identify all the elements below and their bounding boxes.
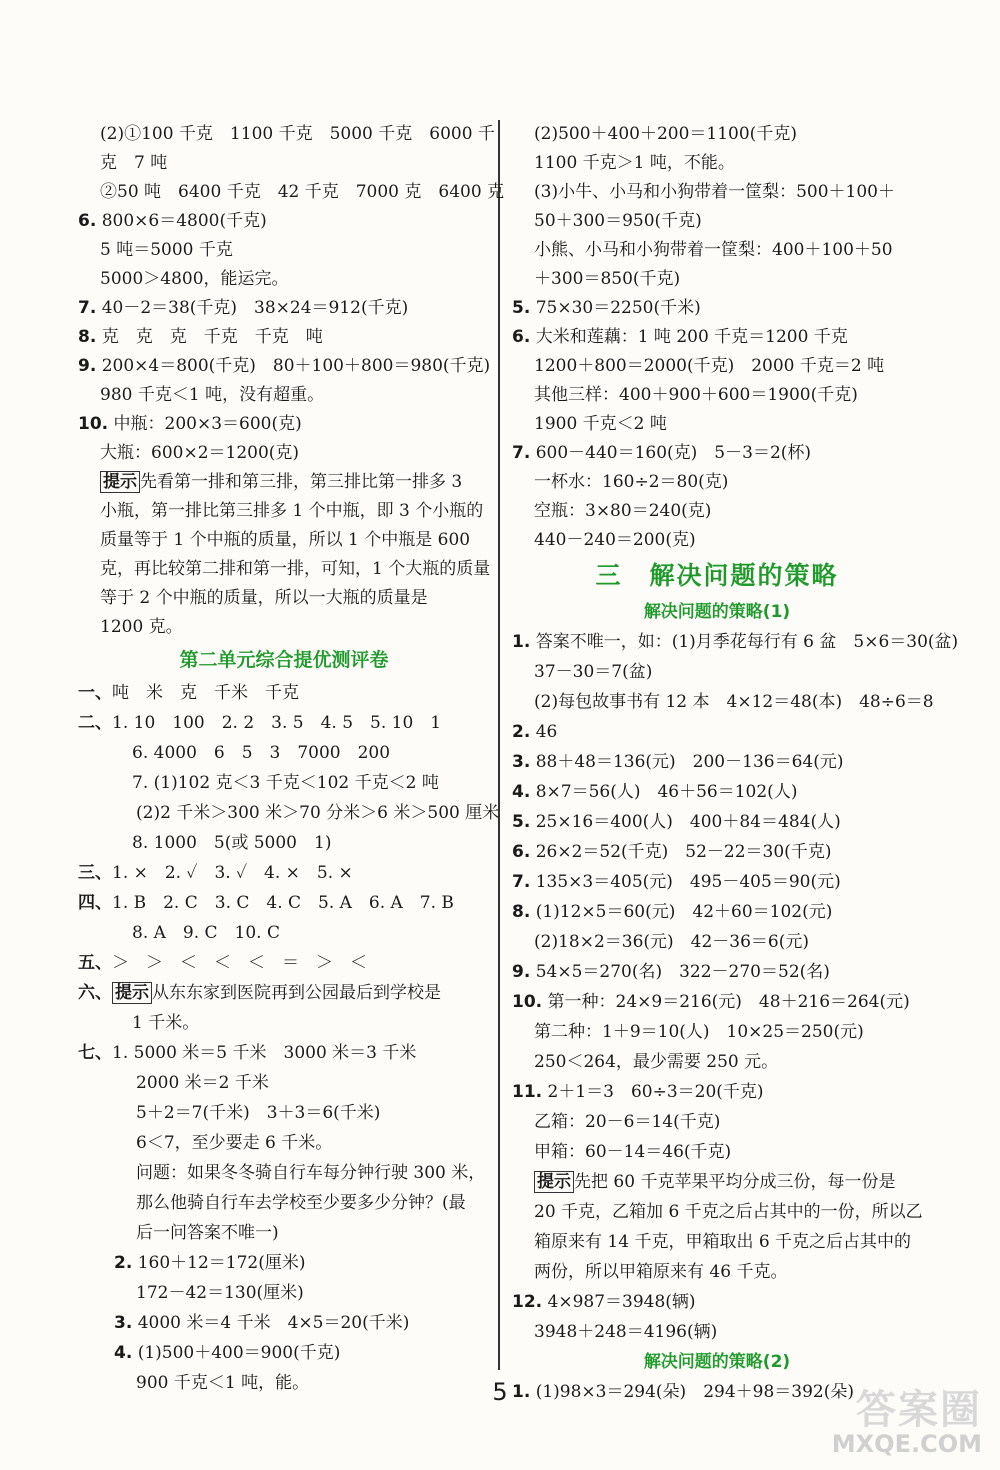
answer-item-5: 5. 75×30＝2250(千米) [512, 298, 701, 318]
section-heading: 第二单元综合提优测评卷 [179, 649, 389, 671]
answer-line: 1900 千克＜2 吨 [534, 414, 667, 434]
part-1: 一、吨 米 克 千米 千克 [78, 683, 299, 703]
tip-line: 20 千克，乙箱加 6 千克之后占其中的一份，所以乙 [534, 1202, 923, 1222]
answer-item-12: 12. 4×987＝3948(辆) [512, 1292, 696, 1312]
part-5: 五、＞ ＞ ＜ ＜ ＜ ＝ ＞ ＜ [78, 953, 367, 973]
answer-item-11: 11. 2＋1＝3 60÷3＝20(千克) [512, 1082, 764, 1102]
answer-item-8: 8. 克 克 克 千克 千克 吨 [78, 327, 323, 347]
answer-line: (2)500＋400＋200＝1100(千克) [534, 124, 797, 144]
answer-line: 6＜7，至少要走 6 千米。 [136, 1133, 333, 1153]
answer-item-1: 1. 答案不唯一，如：(1)月季花每行有 6 盆 5×6＝30(盆) [512, 632, 959, 652]
left-column [78, 120, 505, 1398]
answer-line: 980 千克＜1 吨，没有超重。 [100, 385, 325, 405]
answer-line: 440－240＝200(克) [534, 530, 696, 550]
tip-label: 提示 [112, 982, 152, 1004]
answer-line: 克 7 吨 [100, 153, 168, 173]
answer-item-9: 9. 200×4＝800(千克) 80＋100＋800＝980(千克) [78, 356, 491, 376]
section-heading: 解决问题的策略(2) [643, 1352, 791, 1372]
tip-line: 提示 先把 60 千克苹果平均分成三份，每一份是 [512, 1167, 922, 1197]
tip-line: 箱原来有 14 千克，甲箱取出 6 千克之后占其中的 [534, 1232, 912, 1252]
answer-line: 172－42＝130(厘米) [136, 1283, 304, 1303]
answer-line: 1200＋800＝2000(千克) 2000 千克＝2 吨 [534, 356, 885, 376]
answer-line: 那么他骑自行车去学校至少要多少分钟？(最 [136, 1193, 466, 1213]
answer-line: (2)每包故事书有 12 本 4×12＝48(本) 48÷6＝8 [534, 692, 934, 712]
answer-item-1: 1. (1)98×3＝294(朵) 294＋98＝392(朵) [512, 1382, 854, 1402]
answer-line: 7. (1)102 克＜3 千克＜102 千克＜2 吨 [132, 773, 439, 793]
part-7: 七、1. 5000 米＝5 千米 3000 米＝3 千米 [78, 1043, 417, 1063]
answer-line: 37－30＝7(盆) [534, 662, 653, 682]
answer-item-7: 7. 40－2＝38(千克) 38×24＝912(千克) [78, 298, 409, 318]
tip-line: 克，再比较第二排和第一排，可知，1 个大瓶的质量 [100, 559, 491, 579]
answer-line: 8. A 9. C 10. C [132, 923, 280, 943]
answer-item-5: 5. 25×16＝400(人) 400＋84＝484(人) [512, 812, 841, 832]
chapter-heading: 三 解决问题的策略 [595, 561, 839, 590]
answer-item-3: 3. 88＋48＝136(元) 200－136＝64(元) [512, 752, 844, 772]
tip-line: 两份，所以甲箱原来有 46 千克。 [534, 1262, 788, 1282]
answer-line: 空瓶：3×80＝240(克) [534, 501, 712, 521]
answer-line: ＋300＝850(千克) [534, 269, 681, 289]
part-2: 二、1. 10 100 2. 2 3. 5 4. 5 5. 10 1 [78, 713, 442, 733]
part-3: 三、1. × 2. ✓ 3. ✓ 4. × 5. × [78, 863, 353, 883]
watermark-text: 答案圈 [856, 1387, 982, 1433]
answer-item-8: 8. (1)12×5＝60(元) 42＋60＝102(元) [512, 902, 833, 922]
answer-line: 3948＋248＝4196(辆) [534, 1322, 718, 1342]
watermark-logo [832, 1378, 982, 1458]
answer-item-6: 6. 26×2＝52(千克) 52－22＝30(千克) [512, 842, 832, 862]
answer-item-9: 9. 54×5＝270(名) 322－270＝52(名) [512, 962, 830, 982]
watermark-url: MXQE.COM [831, 1430, 982, 1458]
answer-item-4: 4. 8×7＝56(人) 46＋56＝102(人) [512, 782, 798, 802]
answer-line: 其他三样：400＋900＋600＝1900(千克) [534, 385, 858, 405]
tip-line: 小瓶，第一排比第三排多 1 个中瓶，即 3 个小瓶的 [100, 501, 484, 521]
answer-line: 1 千米。 [132, 1013, 200, 1033]
answer-line: 大瓶：600×2＝1200(克) [100, 443, 300, 463]
answer-line: (2)2 千米＞300 米＞70 分米＞6 米＞500 厘米 [136, 803, 500, 823]
answer-line: 5 吨＝5000 千克 [100, 240, 233, 260]
right-column [512, 120, 959, 1407]
answer-line: (2)18×2＝36(元) 42－36＝6(元) [534, 932, 810, 952]
answer-item-2: 2. 46 [512, 722, 558, 742]
tip-line: 质量等于 1 个中瓶的质量，所以 1 个中瓶是 600 [100, 530, 471, 550]
answer-line: 5000＞4800，能运完。 [100, 269, 289, 289]
answer-line: 900 千克＜1 吨，能。 [136, 1373, 310, 1393]
tip-label: 提示 [534, 1171, 574, 1193]
answer-line: 8. 1000 5(或 5000 1) [132, 833, 332, 853]
answer-line: 一杯水：160÷2＝80(克) [534, 472, 729, 492]
answer-line: 50＋300＝950(千克) [534, 211, 702, 231]
answer-line: (3)小牛、小马和小狗带着一筐梨：500＋100＋ [534, 182, 895, 202]
answer-line: 250＜264，最少需要 250 元。 [534, 1052, 779, 1072]
answer-item-7: 7. 135×3＝405(元) 495－405＝90(元) [512, 872, 841, 892]
answer-line: 1100 千克＞1 吨，不能。 [534, 153, 735, 173]
answer-line: 乙箱：20－6＝14(千克) [534, 1112, 721, 1132]
answer-line: 问题：如果冬冬骑自行车每分钟行驶 300 米， [136, 1163, 486, 1183]
answer-item-7: 7. 600－440＝160(克) 5－3＝2(杯) [512, 443, 812, 463]
sub-item-3: 3. 4000 米＝4 千米 4×5＝20(千米) [114, 1313, 410, 1333]
answer-item-10: 10. 中瓶：200×3＝600(克) [78, 414, 302, 434]
answer-line: 第二种：1＋9＝10(人) 10×25＝250(元) [534, 1022, 864, 1042]
tip-line: 1200 克。 [100, 617, 183, 637]
page-number: 5 [492, 1378, 508, 1406]
answer-line: 6. 4000 6 5 3 7000 200 [132, 743, 391, 763]
answer-line: 后一问答案不唯一) [136, 1223, 279, 1243]
tip-line: 等于 2 个中瓶的质量，所以一大瓶的质量是 [100, 588, 428, 608]
section-heading: 解决问题的策略(1) [643, 602, 791, 622]
part-4: 四、1. B 2. C 3. C 4. C 5. A 6. A 7. B [78, 893, 454, 913]
answer-item-6: 6. 800×6＝4800(千克) [78, 211, 267, 231]
tip-line: 提示 先看第一排和第三排，第三排比第一排多 3 [78, 468, 490, 497]
answer-line: 2000 米＝2 千米 [136, 1073, 269, 1093]
part-6: 六、 提示 从东东家到医院再到公园最后到学校是 [78, 983, 441, 1003]
answer-line: 小熊、小马和小狗带着一筐梨：400＋100＋50 [534, 240, 893, 260]
sub-item-2: 2. 160＋12＝172(厘米) [114, 1253, 306, 1273]
answer-item-10: 10. 第一种：24×9＝216(元) 48＋216＝264(元) [512, 992, 910, 1012]
answer-item-6: 6. 大米和莲藕：1 吨 200 千克＝1200 千克 [512, 327, 848, 347]
answer-line: ②50 吨 6400 千克 42 千克 7000 克 6400 克 [100, 182, 505, 202]
column-divider [498, 120, 500, 1370]
tip-label: 提示 [100, 471, 140, 493]
answer-line: 5＋2＝7(千米) 3＋3＝6(千米) [136, 1103, 381, 1123]
answer-line: 甲箱：60－14＝46(千克) [534, 1142, 732, 1162]
answer-line: (2)①100 千克 1100 千克 5000 千克 6000 千 [100, 124, 495, 144]
sub-item-4: 4. (1)500＋400＝900(千克) [114, 1343, 341, 1363]
